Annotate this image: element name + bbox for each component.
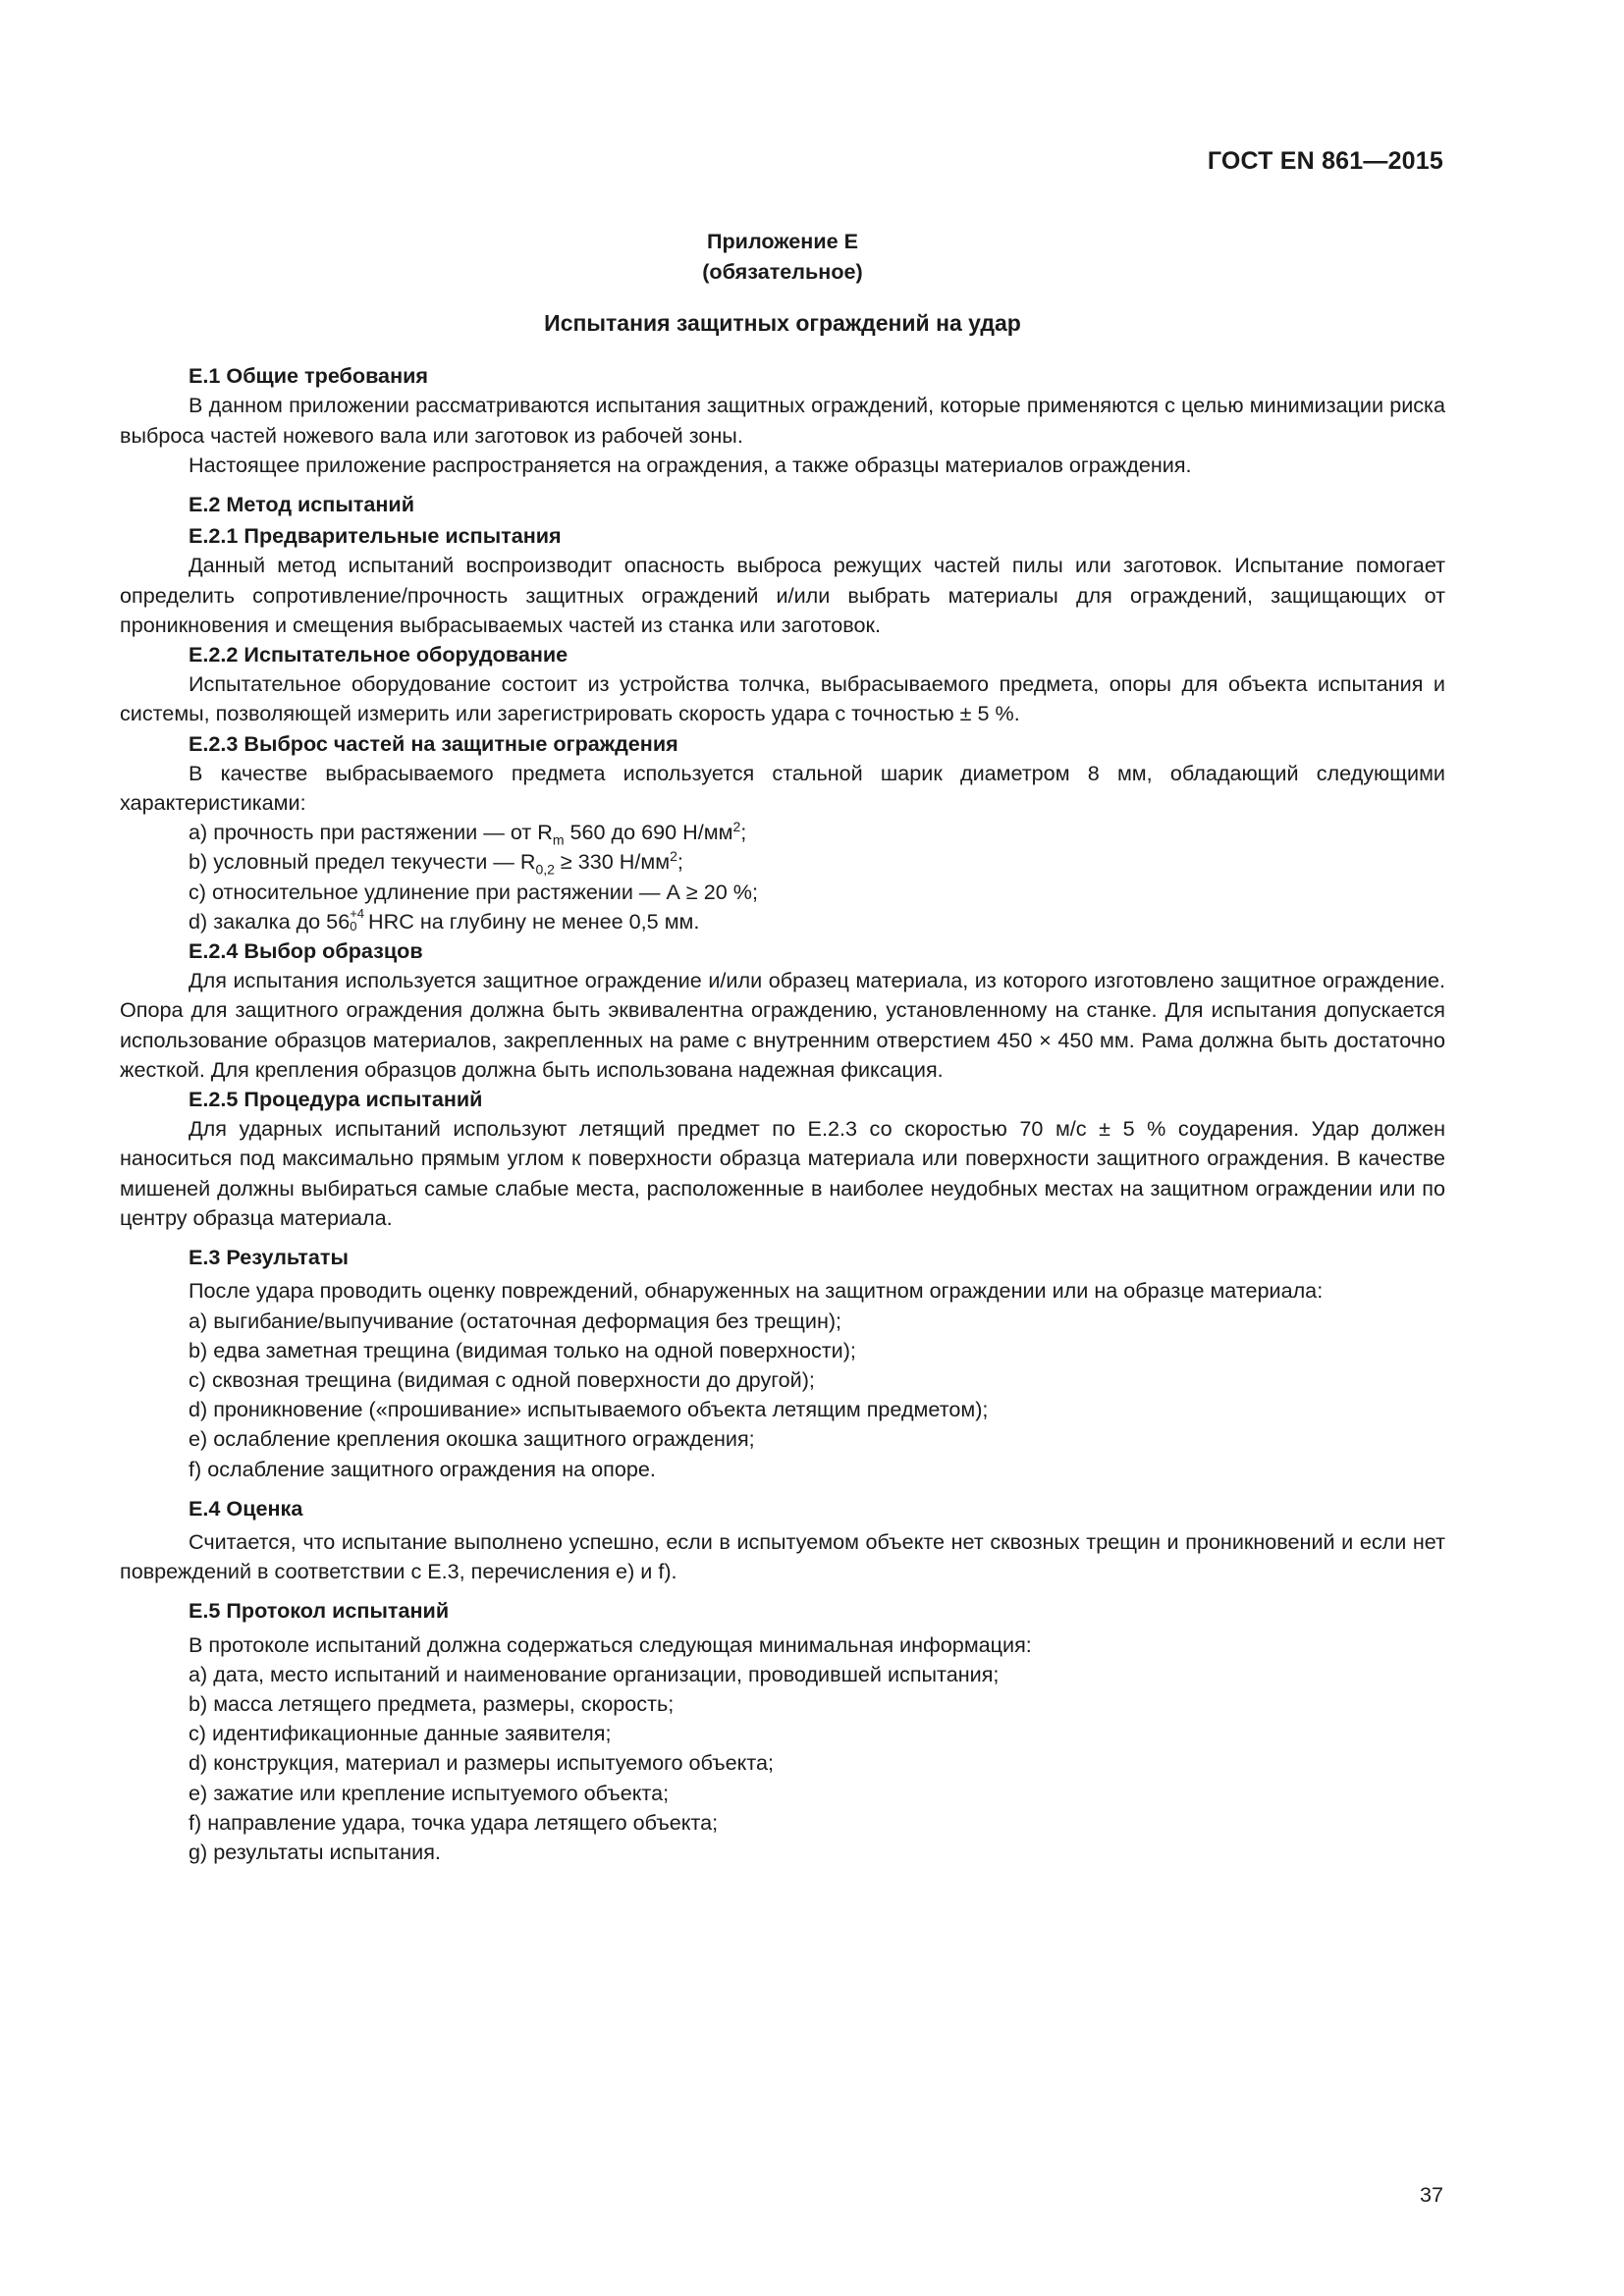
appendix-status: (обязательное) — [702, 259, 863, 284]
section-e1-paragraph-2: Настоящее приложение распространяется на ограждения, а также образцы материалов ограждения. — [189, 452, 1192, 477]
list-item: а) выгибание/выпучивание (остаточная деформация без трещин); — [189, 1308, 842, 1333]
document-code: ГОСТ EN 861—2015 — [1207, 147, 1443, 175]
section-e24-paragraph: Для испытания используется защитное ограждение и/или образец материала, из которого изготовлено защитное ограждение. Опора для защитного ограждения должна быть эквивалентна ограждению, установленному на станке. Для испытания допускается использование образцов материалов, закрепленных на раме с внутренним отверстием 450 × 450 мм. Рама должна быть достаточно жесткой. Для крепления образцов должна быть использована надежная фиксация. — [120, 968, 1445, 1082]
section-e22-heading: Е.2.2 Испытательное оборудование — [189, 642, 568, 667]
section-e25-paragraph: Для ударных испытаний используют летящий предмет по Е.2.3 со скоростью 70 м/с ± 5 % соударения. Удар должен наноситься под максимально прямым углом к поверхности образца материала или поверхности защитного ограждения. В качестве мишеней должны выбираться самые слабые места, расположенные в наиболее неудобных местах на защитном ограждении или по центру образца материала. — [120, 1116, 1445, 1230]
list-item: d) проникновение («прошивание» испытываемого объекта летящим предметом); — [189, 1397, 989, 1422]
section-e4-heading: Е.4 Оценка — [189, 1495, 303, 1521]
page-number: 37 — [1419, 2182, 1443, 2207]
list-item: b) едва заметная трещина (видимая только на одной поверхности); — [189, 1337, 856, 1362]
section-e21-heading: Е.2.1 Предварительные испытания — [189, 523, 562, 549]
section-e23-paragraph: В качестве выбрасываемого предмета используется стальной шарик диаметром 8 мм, обладающий следующими характеристиками: — [120, 760, 1445, 816]
list-item: с) сквозная трещина (видимая с одной поверхности до другой); — [189, 1366, 815, 1392]
section-e24-heading: Е.2.4 Выбор образцов — [189, 938, 423, 964]
list-item: b) условный предел текучести — $R_{0,2} \ge 330$ $Н/мм^2$; — [189, 848, 683, 878]
section-e3-paragraph: После удара проводить оценку повреждений, обнаруженных на защитном ограждении или на образце материала: — [189, 1278, 1324, 1304]
appendix-title: Испытания защитных ограждений на удар — [544, 310, 1021, 336]
section-e4-paragraph: Считается, что испытание выполнено успешно, если в испытуемом объекте нет сквозных трещин и проникновений и если нет повреждений в соответствии с Е.3, перечисления е) и f). — [120, 1528, 1445, 1584]
list-item: f) направление удара, точка удара летящего объекта; — [189, 1809, 719, 1835]
list-item: f) ослабление защитного ограждения на опоре. — [189, 1456, 656, 1481]
section-e1-paragraph-1: В данном приложении рассматриваются испытания защитных ограждений, которые применяются с целью минимизации риска выброса частей ножевого вала или заготовок из рабочей зоны. — [120, 393, 1445, 448]
list-item: а) дата, место испытаний и наименование организации, проводившей испытания; — [189, 1661, 1000, 1686]
list-item: b) масса летящего предмета, размеры, скорость; — [189, 1690, 675, 1716]
list-item: е) ослабление крепления окошка защитного ограждения; — [189, 1426, 755, 1452]
section-e25-heading: Е.2.5 Процедура испытаний — [189, 1087, 483, 1112]
section-e1-heading: Е.1 Общие требования — [189, 363, 428, 389]
list-item: d) конструкция, материал и размеры испытуемого объекта; — [189, 1750, 775, 1776]
section-e5-intro: В протоколе испытаний должна содержаться следующая минимальная информация: — [189, 1631, 1032, 1657]
list-item: с) относительное удлинение при растяжении — А ≥ 20 %; — [189, 879, 758, 904]
list-item: е) зажатие или крепление испытуемого объекта; — [189, 1780, 670, 1805]
section-e22-paragraph: Испытательное оборудование состоит из устройства толчка, выбрасываемого предмета, опоры для объекта испытания и системы, позволяющей измерить или зарегистрировать скорость удара с точностью ± 5 %. — [120, 671, 1445, 726]
list-item: с) идентификационные данные заявителя; — [189, 1721, 612, 1746]
list-item: а) прочность при растяжении — от $R_m$ 560 до 690 $Н/мм^2$; — [189, 819, 747, 848]
section-e5-heading: Е.5 Протокол испытаний — [189, 1598, 450, 1624]
section-e3-heading: Е.3 Результаты — [189, 1245, 349, 1270]
section-e2-heading: Е.2 Метод испытаний — [189, 492, 414, 517]
list-item: d) закалка до 56 +4 0 HRC на глубину не менее 0,5 мм. — [189, 906, 700, 934]
tolerance-fraction: +4 0 — [350, 906, 365, 934]
page-content — [120, 226, 1445, 1867]
section-e23-heading: Е.2.3 Выброс частей на защитные ограждения — [189, 730, 678, 756]
list-item: g) результаты испытания. — [189, 1839, 441, 1864]
section-e21-paragraph: Данный метод испытаний воспроизводит опасность выброса режущих частей пилы или заготовок. Испытание помогает определить сопротивление/прочность защитных ограждений и/или выбрать материалы для ограждений, защищающих от проникновения и смещения выбрасываемых частей из станка или заготовок. — [120, 553, 1445, 637]
appendix-label: Приложение Е — [706, 229, 859, 253]
